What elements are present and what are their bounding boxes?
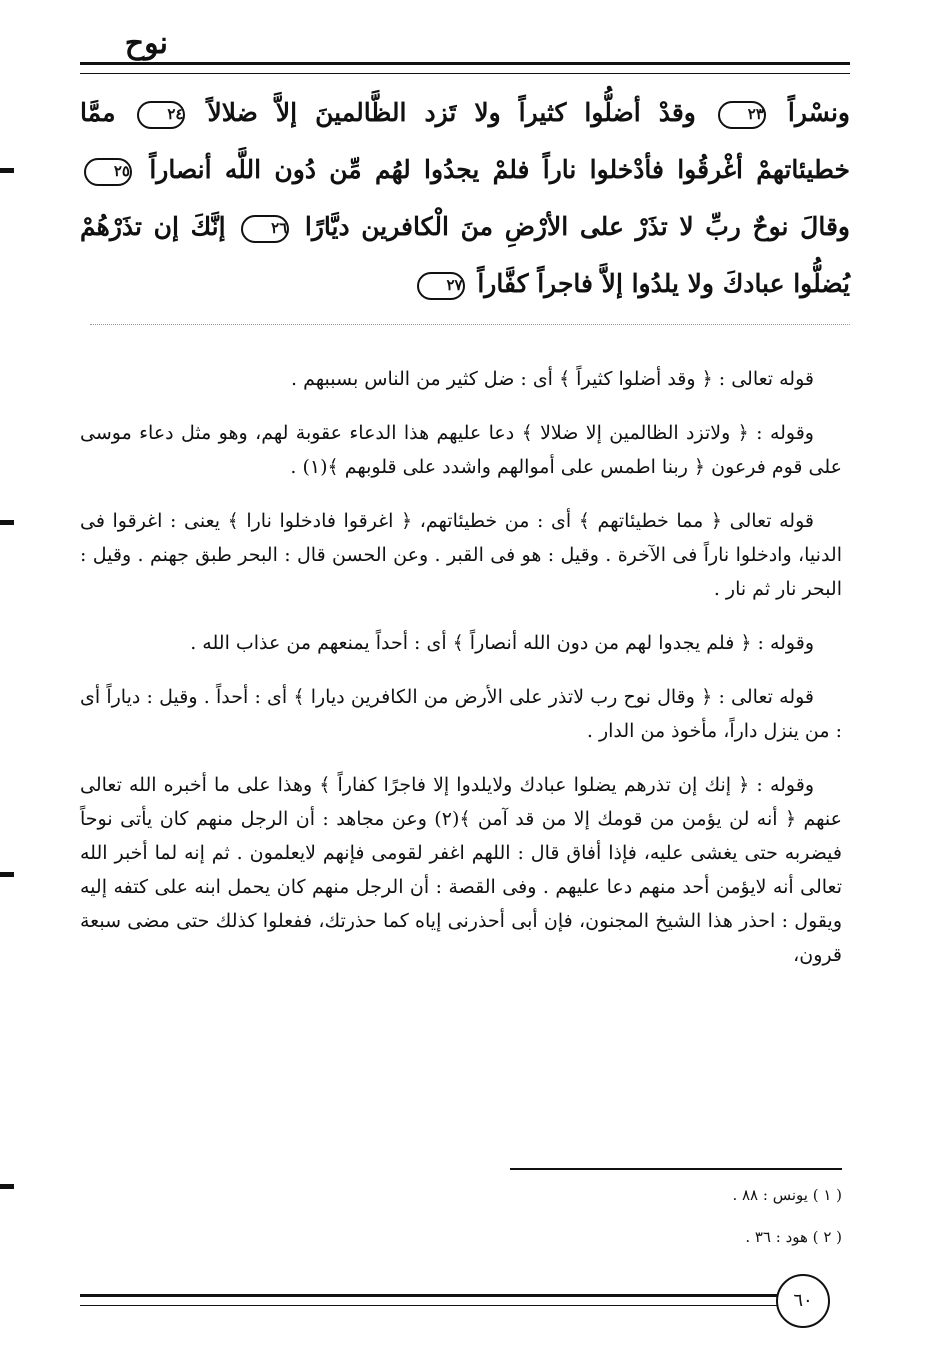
commentary-paragraph: وقوله : ﴿ ولاتزد الظالمين إلا ضلالا ﴾ دعا عليهم هذا الدعاء عقوبة لهم، وهو مثل دعاء موسى على قوم فرعون ﴿ ربنا اطمس على أموالهم واشدد على قلوبهم ﴾(١) . (80, 422, 842, 478)
footnote-rule (510, 1168, 842, 1170)
header-rule (80, 62, 850, 74)
surah-title: نوح (124, 26, 168, 61)
footnote: ( ٢ ) هود : ٣٦ . (745, 1228, 842, 1246)
margin-mark (0, 520, 14, 525)
quran-verses (80, 84, 850, 312)
verse-text: ونسْراً (787, 98, 850, 127)
margin-mark (0, 872, 14, 877)
commentary-paragraph: قوله تعالى : ﴿ وقال نوح رب لاتذر على الأرض من الكافرين ديارا ﴾ أى : أحداً . وقيل : دياراً أى : من ينزل داراً، مأخوذ من الدار . (80, 686, 842, 742)
verse-text: وقالَ نوحٌ ربِّ لا تذَرْ على الأرْضِ منَ الْكافرين ديَّارًا (304, 212, 850, 241)
page-number: ٦٠ (776, 1274, 830, 1328)
footnotes (480, 1180, 842, 1264)
footer-rule (80, 1294, 780, 1306)
commentary-paragraph: قوله تعالى : ﴿ وقد أضلوا كثيراً ﴾ أى : ضل كثير من الناس بسببهم . (291, 368, 814, 390)
verse-number-marker: ٢٧ (417, 272, 465, 300)
verse-number-marker: ٢٣ (718, 101, 766, 129)
margin-mark (0, 168, 14, 173)
section-divider (90, 324, 850, 325)
commentary-paragraph: وقوله : ﴿ إنك إن تذرهم يضلوا عبادك ولايلدوا إلا فاجرًا كفاراً ﴾ وهذا على ما أخبره الله تعالى عنهم ﴿ أنه لن يؤمن من قومك إلا من قد آمن ﴾(٢) وعن مجاهد : أن الرجل منهم كان يأتى نوحاً فيضربه حتى يغشى عليه، فإذا أفاق قال : اللهم اغفر لقومى فإنهم لايعلمون . ثم إنه لما أخبر الله تعالى أنه لايؤمن أحد منهم دعا عليهم . وفى القصة : أن الرجل منهم كان يحمل ابنه على كتفه إليه ويقول : احذر هذا الشيخ المجنون، فإن أبى أحذرنى إياه كما حذرتك، ففعلوا كذلك حتى مضى سبعة قرون، (80, 774, 843, 966)
footnote: ( ١ ) يونس : ٨٨ . (732, 1186, 842, 1204)
commentary-paragraph: وقوله : ﴿ فلم يجدوا لهم من دون الله أنصاراً ﴾ أى : أحداً يمنعهم من عذاب الله . (190, 632, 814, 654)
verse-number-marker: ٢٤ (137, 101, 185, 129)
commentary-paragraph: قوله تعالى ﴿ مما خطيئاتهم ﴾ أى : من خطيئاتهم، ﴿ اغرقوا فادخلوا نارا ﴾ يعنى : اغرقوا فى الدنيا، وادخلوا ناراً فى الآخرة . وقيل : هو فى القبر . وعن الحسن قال : البحر طبق جهنم . وقيل : البحر نار ثم نار . (80, 510, 842, 600)
verse-text: إنَّكَ إن تذَرْهُمْ يُضلُّوا عبادكَ ولا يلدُوا إلاَّ فاجراً كفَّاراً (80, 212, 850, 298)
commentary-body (80, 362, 842, 972)
verse-text: وقدْ أضلُّوا كثيراً ولا تَزد الظَّالمينَ إلاَّ ضلالاً (207, 98, 696, 127)
margin-mark (0, 1184, 14, 1189)
verse-number-marker: ٢٥ (84, 158, 132, 186)
verse-text: ممَّا خطيئاتهمْ أغْرقُوا فأدْخلوا ناراً فلمْ يجدُوا لهُم مِّن دُون اللَّه أنصاراً (80, 98, 850, 184)
verse-number-marker: ٢٦ (241, 215, 289, 243)
